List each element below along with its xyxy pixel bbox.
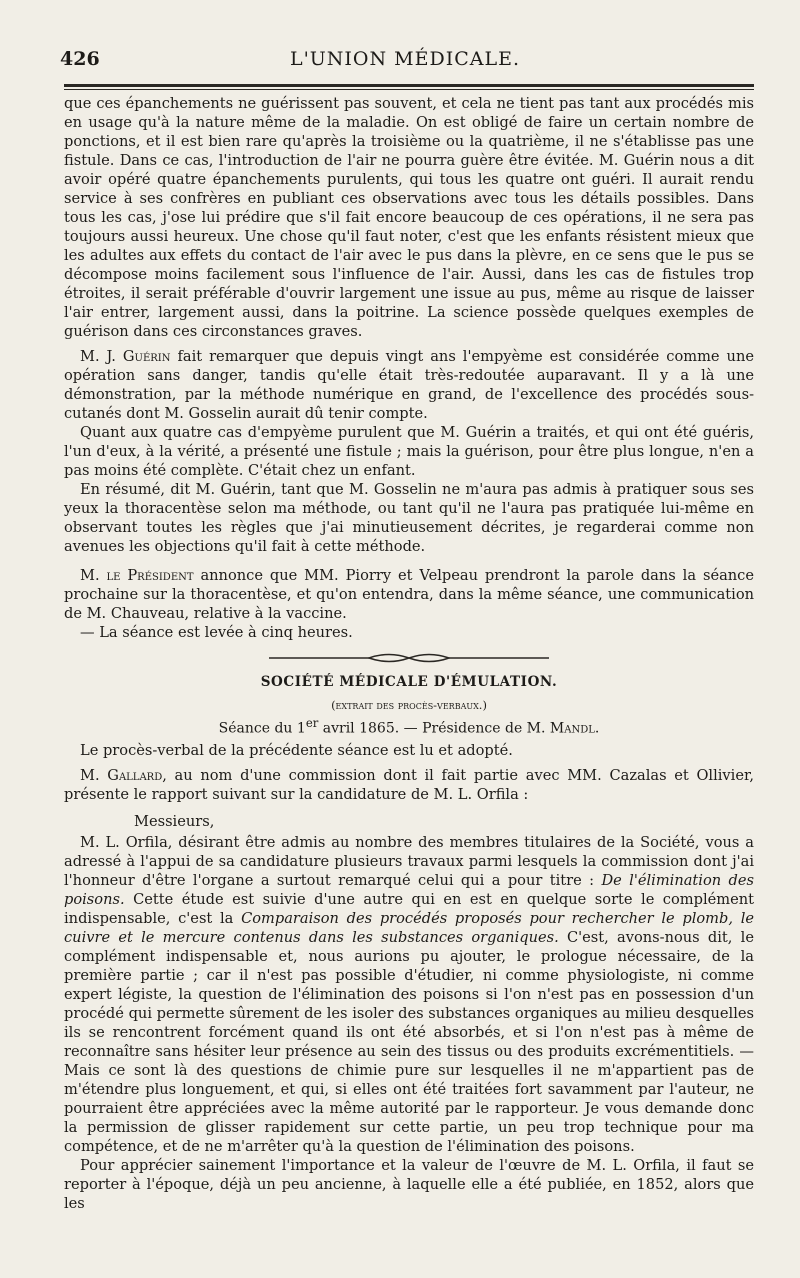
ornamental-divider: [64, 650, 754, 664]
seance-end: .: [594, 720, 600, 737]
paragraph-report: [64, 833, 754, 1156]
work-title: De l'élimination des poisons.: [64, 871, 754, 908]
work-title: Comparaison des procédés proposés pour rechercher le plomb, le cuivre et le mercure contenus dans les substances organiques.: [64, 909, 754, 946]
section-title: SOCIÉTÉ MÉDICALE D'ÉMULATION.: [260, 674, 558, 690]
paragraph-continued: que ces épanchements ne guérissent pas souvent, et cela ne tient pas tant aux procédés mis en usage qu'à la nature même de la maladie. On est obligé de faire un certain nombre de ponctions, et il est bien rare qu'après la troisième ou la quatrième, il ne s'établisse pas une fistule. Dans ce cas, l'introduction de l'air ne pourra guère être évitée. M. Guérin nous a dit avoir opéré quatre épanchements purulents, qui tous les quatre ont guéri. Il aurait rendu service à ses confrères en publiant ces observations avec tous les détails possibles. Dans tous les cas, j'ose lui prédire que s'il fait encore beaucoup de ces opérations, il ne sera pas toujours aussi heureux. Une chose qu'il faut noter, c'est que les enfants résistent mieux que les adultes aux effets du contact de l'air avec le pus dans la plèvre, en ce sens que le pus se décompose moins facilement sous l'influence de l'air. Aussi, dans les cas de fistules trop étroites, il serait préférable d'ouvrir largement une issue au pus, même au risque de laisser l'air entrer, largement aussi, dans la poitrine. La science possède quelques exemples de guérison dans ces circonstances graves.: [64, 95, 754, 340]
speaker-name: M. J. Guérin: [80, 348, 171, 365]
paragraph-text: , au nom d'une commission dont il fait partie avec MM. Cazalas et Ollivier, présente le rapport suivant sur la candidature de M. L. Orfila :: [64, 766, 754, 803]
paragraph-adjourned: — La séance est levée à cinq heures.: [80, 624, 353, 641]
speaker-name: M. le Président: [80, 567, 194, 584]
paragraph-minutes: Le procès-verbal de la précédente séance est lu et adopté.: [80, 741, 513, 759]
president-name: Mandl: [549, 720, 595, 737]
paragraph-text: fait remarquer que depuis vingt ans l'empyème est considérée comme une opération sans danger, tandis qu'elle était très-redoutée auparavant. Il y a là une démonstration, par la méthode numérique en grand, de l'excellence des procédés sous-cutanés dont M. Gosselin aurait dû tenir compte.: [64, 348, 754, 422]
paragraph-guerin-remark: [64, 347, 754, 423]
speaker-name: M. Gallard: [80, 766, 163, 784]
seance-date: Séance du 1: [218, 720, 306, 737]
paragraph-summary: En résumé, dit M. Guérin, tant que M. Gosselin ne m'aura pas admis à pratiquer sous ses yeux la thoracentèse selon ma méthode, ou tant qu'il ne l'aura pas pratiquée lui-même en observant toutes les règles que j'ai minutieusement décrites, je regarderai comme non avenues les objections qu'il fait à cette méthode.: [64, 481, 754, 555]
paragraph-text: M. L. Orfila, désirant être admis au nombre des membres titulaires de la Société, vous a adressé à l'appui de sa candidature plusieurs travaux parmi lesquels la commission dont j'ai l'honneur d'être l'organe a surtout remarqué celui qui a pour titre :: [64, 833, 754, 889]
page-number: 426: [60, 48, 100, 70]
header-rule-thin: [64, 89, 754, 90]
paragraph-appreciation: Pour apprécier sainement l'importance et la valeur de l'œuvre de M. L. Orfila, il faut se reporter à l'époque, déjà un peu ancienne, à laquelle elle a été publiée, en 1852, alors que les: [64, 1156, 754, 1212]
paragraph-four-cases: Quant aux quatre cas d'empyème purulent que M. Guérin a traités, et qui ont été guéris, l'un d'eux, à la vérité, a présenté une fistule ; mais la guérison, pour être plus longue, n'en a pas moins été complète. C'était chez un enfant.: [64, 424, 754, 479]
seance-presidence: avril 1865. — Présidence de M.: [318, 720, 550, 737]
page-header: [58, 48, 752, 74]
paragraph-text: annonce que MM. Piorry et Velpeau prendront la parole dans la séance prochaine sur la thoracentèse, et qu'on entendra, dans la même séance, une communication de M. Chauveau, relative à la vaccine.: [64, 567, 754, 622]
section-subtitle: (extrait des procès-verbaux.): [331, 698, 487, 712]
paragraph-text: Cette étude est suivie d'une autre qui en est en quelque sorte le complément indispensable, c'est la: [64, 890, 754, 927]
seance-line: [64, 716, 754, 737]
seance-date-sup: er: [305, 716, 319, 730]
header-rule: [64, 84, 754, 87]
running-title: L'UNION MÉDICALE.: [289, 48, 521, 70]
paragraph-president: [64, 566, 754, 623]
paragraph-text: C'est, avons-nous dit, le complément indispensable et, nous aurions pu ajouter, le prologue nécessaire, de la première partie ; car il n'est pas possible d'étudier, ni comme physiologiste, ni comme expert légiste, la question de l'élimination des poisons si l'on n'est pas en possession d'un procédé qui permette sûrement de les isoler des substances organiques au milieu desquelles ils se rencontrent forcément quand ils ont été absorbés, et si l'on n'est pas à même de reconnaître sans hésiter leur présence au sein des tissus ou des produits excrémentitiels. — Mais ce sont là des questions de chimie pure sur lesquelles il ne m'appartient pas de m'étendre plus longuement, et qui, si elles ont été traitées fort savamment par l'auteur, ne pourraient être appréciées avec la même autorité par le rapporteur. Je vous demande donc la permission de glisser rapidement sur cette partie, un peu trop technique pour ma compétence, et de ne m'arrêter qu'à la question de l'élimination des poisons.: [64, 928, 754, 1155]
paragraph-gallard: [64, 766, 754, 804]
salutation: Messieurs,: [134, 812, 215, 830]
body-text: [64, 94, 754, 1213]
ornament-icon: [269, 651, 549, 665]
